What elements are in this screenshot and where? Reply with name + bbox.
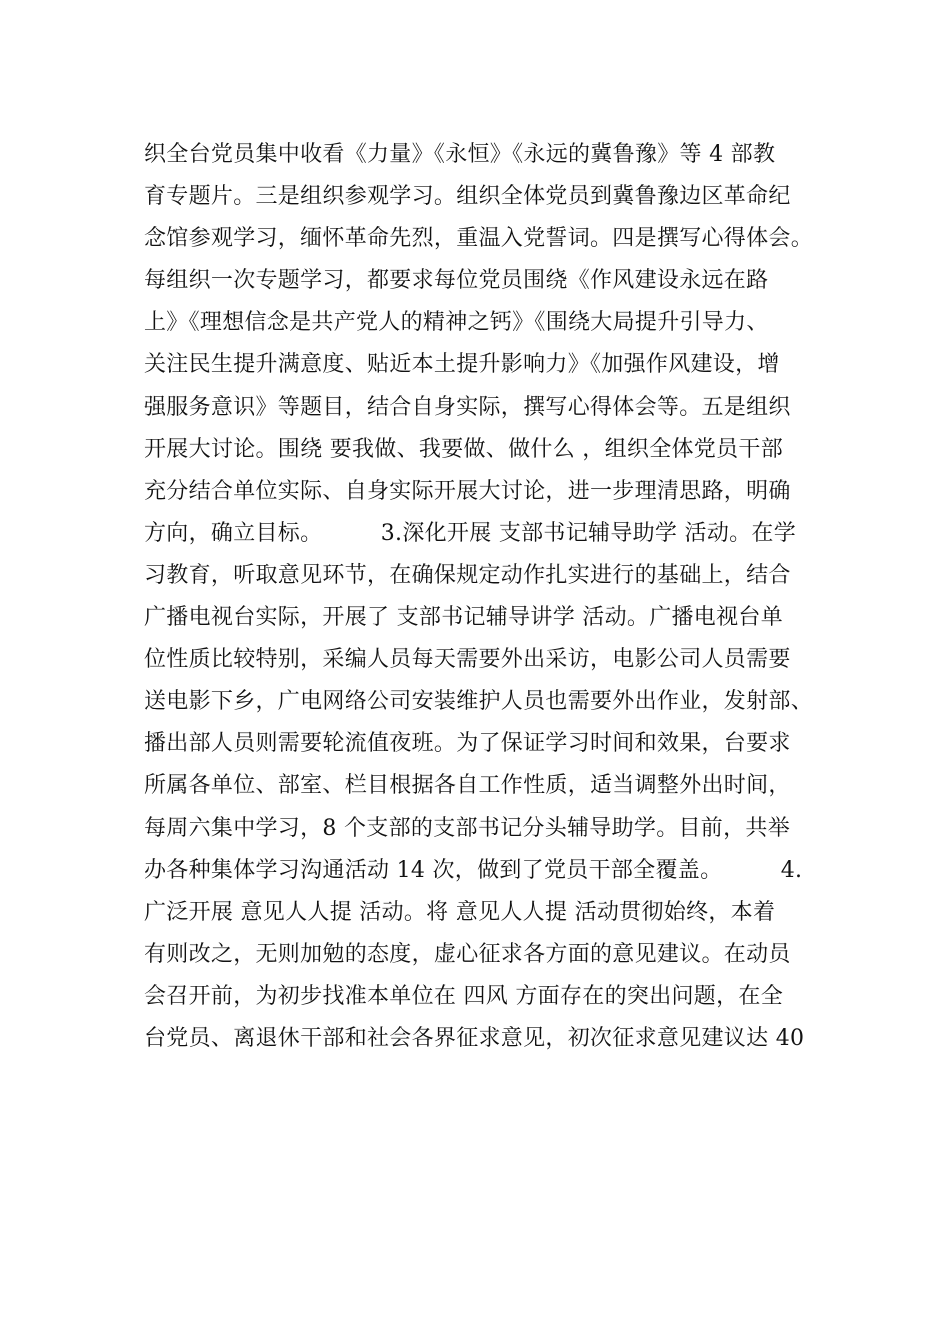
text-line: 念馆参观学习，缅怀革命先烈，重温入党誓词。四是撰写心得体会。 (144, 226, 814, 252)
text-line: 播出部人员则需要轮流值夜班。为了保证学习时间和效果，台要求 (144, 731, 791, 757)
text-line: 强服务意识》等题目，结合自身实际，撰写心得体会等。五是组织 (144, 394, 791, 420)
text-line: 广泛开展 意见人人提 活动。将 意见人人提 活动贯彻始终，本着 (144, 899, 776, 925)
text-line: 所属各单位、部室、栏目根据各自工作性质，适当调整外出时间， (144, 773, 791, 799)
text-line: 织全台党员集中收看《力量》《永恒》《永远的冀鲁豫》等 4 部教 (144, 142, 776, 167)
text-line: 每组织一次专题学习，都要求每位党员围绕《作风建设永远在路 (144, 268, 769, 294)
text-line: 办各种集体学习沟通活动 14 次，做到了党员干部全覆盖。 4. (144, 857, 803, 883)
body-text (144, 134, 824, 1060)
text-line: 每周六集中学习，8 个支部的支部书记分头辅导助学。目前，共举 (144, 815, 790, 841)
text-line: 台党员、离退休干部和社会各界征求意见，初次征求意见建议达 40 (144, 1025, 805, 1051)
text-line: 广播电视台实际，开展了 支部书记辅导讲学 活动。广播电视台单 (144, 605, 783, 631)
text-line: 会召开前，为初步找准本单位在 四风 方面存在的突出问题，在全 (144, 983, 783, 1009)
text-line: 开展大讨论。围绕 要我做、我要做、做什么 ，组织全体党员干部 (144, 436, 783, 462)
text-line: 关注民生提升满意度、贴近本土提升影响力》《加强作风建设，增 (144, 352, 780, 378)
text-line: 送电影下乡，广电网络公司安装维护人员也需要外出作业，发射部、 (144, 689, 814, 715)
text-line: 习教育，听取意见环节，在确保规定动作扎实进行的基础上，结合 (144, 562, 791, 588)
text-line: 方向，确立目标。 3.深化开展 支部书记辅导助学 活动。在学 (144, 520, 797, 546)
text-line: 育专题片。三是组织参观学习。组织全体党员到冀鲁豫边区革命纪 (144, 184, 791, 210)
text-line: 充分结合单位实际、自身实际开展大讨论，进一步理清思路，明确 (144, 478, 791, 504)
text-line: 上》《理想信念是共产党人的精神之钙》《围绕大局提升引导力、 (144, 310, 769, 336)
text-line: 有则改之，无则加勉的态度，虚心征求各方面的意见建议。在动员 (144, 941, 791, 967)
text-line: 位性质比较特别，采编人员每天需要外出采访，电影公司人员需要 (144, 647, 791, 673)
